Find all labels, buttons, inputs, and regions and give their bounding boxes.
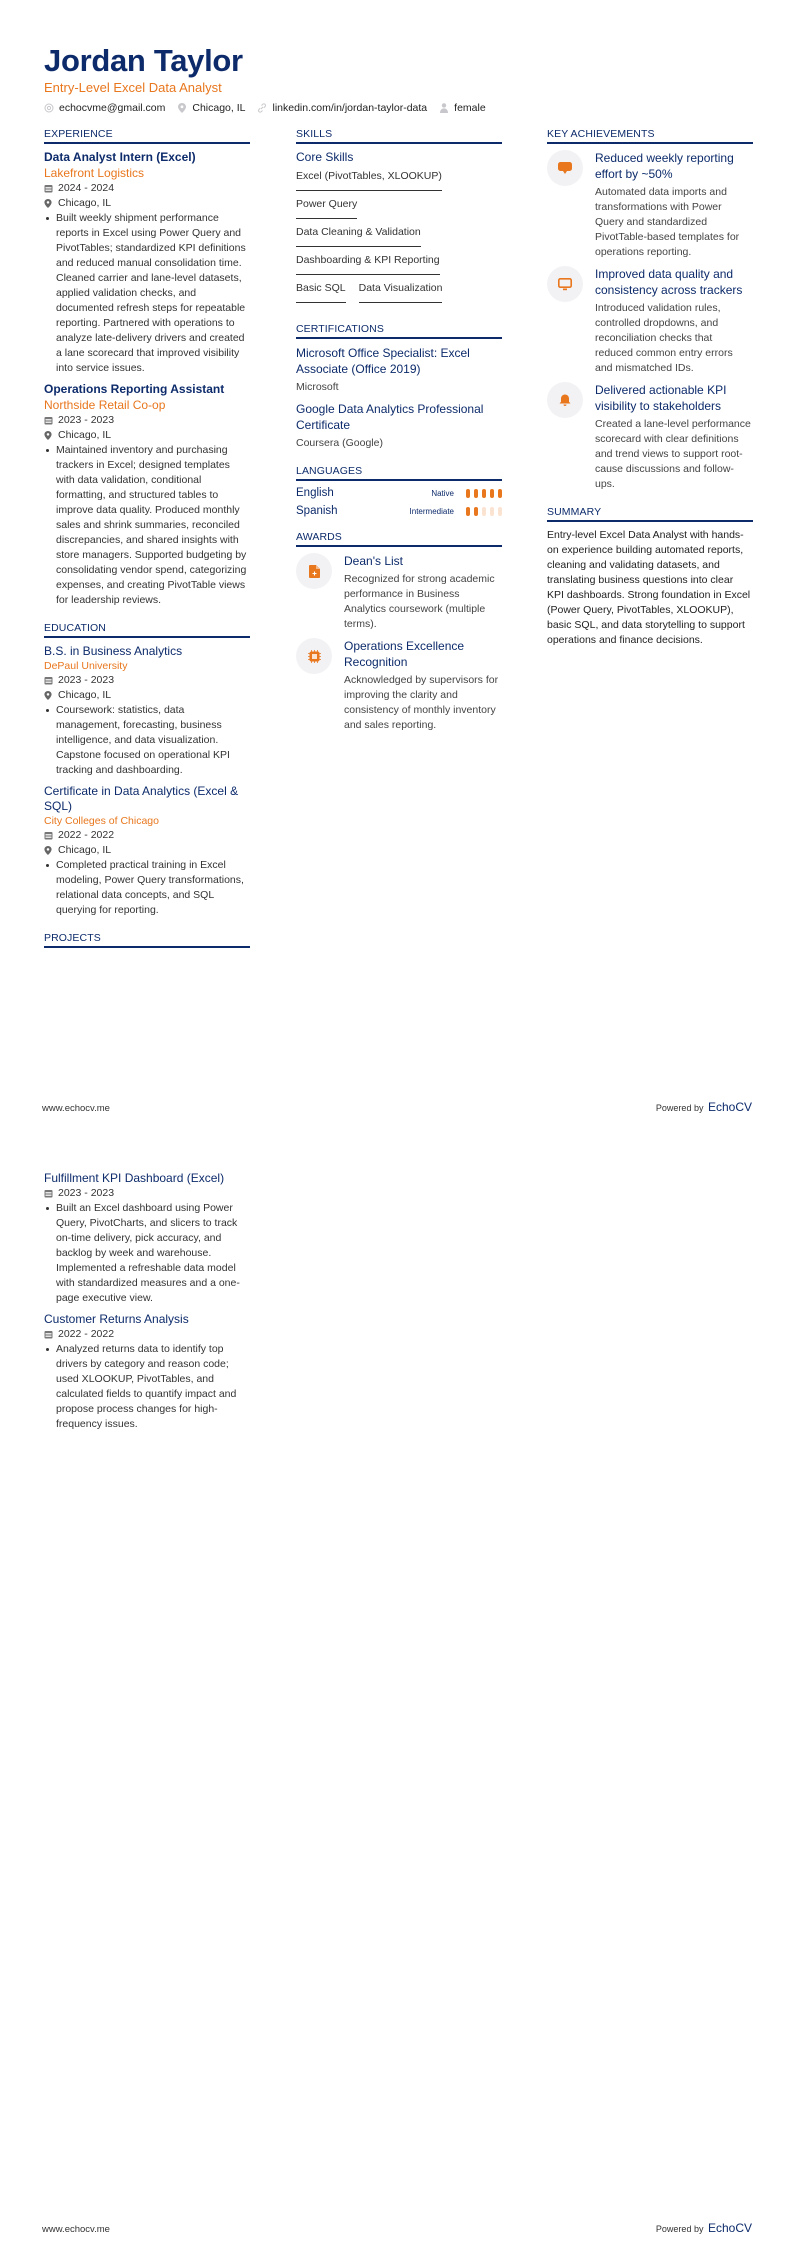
bullet-item: Built an Excel dashboard using Power Query, PivotCharts, and slicers to track on-time delivery, pick accuracy, and backlog by week and warehouse. Implemented a refreshable data model with standardized measures and a one-page executive view. <box>44 1201 250 1306</box>
proficiency-dots <box>462 507 502 516</box>
projects-section <box>44 932 250 948</box>
language-entry <box>296 487 502 499</box>
degree-title: B.S. in Business Analytics <box>44 644 183 658</box>
language-entry <box>296 505 502 517</box>
date-text: 2022 - 2022 <box>58 829 115 841</box>
awards-section <box>296 531 502 733</box>
date-text: 2023 - 2023 <box>58 1187 115 1199</box>
certifications-heading: CERTIFICATIONS <box>296 323 502 339</box>
date-range <box>44 413 250 428</box>
bullet-item: Maintained inventory and purchasing trackers in Excel; designed templates with data validation, conditional formatting, and structured tables to improve data quality. Produced monthly sales and shrink summaries, reconciled discrepancies, and shared insights with store managers. Supported budgeting by consolidating vendor spend, categorizing expenses, and creating PivotTable views for leadership reviews. <box>44 443 250 608</box>
certifications-section <box>296 323 502 451</box>
project-entry <box>44 1312 250 1432</box>
footer-website-link[interactable]: www.echocv.me <box>42 1103 110 1114</box>
experience-entry <box>44 150 250 376</box>
brand-link[interactable]: EchoCV <box>707 1100 752 1114</box>
key-achievements-section <box>547 128 753 492</box>
achievement-entry <box>547 150 753 260</box>
project-title: Fulfillment KPI Dashboard (Excel) <box>44 1171 225 1185</box>
contact-gender-text: female <box>454 102 486 114</box>
skill-tag: Data Visualization <box>359 281 443 303</box>
comment-icon <box>547 150 583 186</box>
resume-page-2 <box>0 1123 794 2246</box>
skill-tag: Data Cleaning & Validation <box>296 225 421 247</box>
page-footer <box>42 1100 752 1114</box>
language-name: English <box>296 487 334 499</box>
left-column <box>44 128 250 962</box>
user-icon <box>439 103 449 113</box>
proficiency-dots <box>462 489 502 498</box>
date-range <box>44 673 250 688</box>
bullet-list <box>44 443 250 608</box>
project-title: Customer Returns Analysis <box>44 1312 189 1326</box>
dot-filled <box>466 507 470 516</box>
contact-info <box>44 102 498 114</box>
calendar-icon <box>44 184 53 193</box>
company-name: Northside Retail Co-op <box>44 398 166 412</box>
bullet-list <box>44 703 250 778</box>
skill-list <box>296 169 502 309</box>
candidate-title: Entry-Level Excel Data Analyst <box>44 80 222 95</box>
powered-by-text: Powered by <box>655 2224 704 2234</box>
dot-filled <box>474 489 478 498</box>
achievement-description: Created a lane-level performance scorecard with clear definitions and trend views to support root-cause discussions and follow-ups. <box>595 418 751 490</box>
bullet-list <box>44 211 250 376</box>
achievement-title: Improved data quality and consistency across trackers <box>595 267 743 297</box>
left-column-continued <box>44 1171 250 1446</box>
dot-empty <box>498 507 502 516</box>
contact-linkedin-text: linkedin.com/in/jordan-taylor-data <box>272 102 428 114</box>
location <box>44 688 250 703</box>
award-description: Recognized for strong academic performance in Business Analytics coursework (multiple terms). <box>344 573 495 630</box>
footer-powered-by <box>656 1100 752 1114</box>
middle-column <box>296 128 502 747</box>
company-name: Lakefront Logistics <box>44 166 145 180</box>
bullet-list <box>44 1201 250 1306</box>
brand-link[interactable]: EchoCV <box>707 2221 752 2235</box>
skills-heading: SKILLS <box>296 128 502 144</box>
language-level: Native <box>431 488 454 498</box>
skill-group-title: Core Skills <box>296 150 354 164</box>
award-entry <box>296 638 502 733</box>
right-column <box>547 128 753 662</box>
certification-name: Google Data Analytics Professional Certificate <box>296 402 484 432</box>
education-heading: EDUCATION <box>44 622 250 638</box>
project-entry <box>44 1171 250 1306</box>
link-icon <box>257 103 267 113</box>
map-pin-icon <box>177 103 187 113</box>
location-text: Chicago, IL <box>58 197 112 209</box>
date-range <box>44 828 250 843</box>
bullet-list <box>44 858 250 918</box>
dot-filled <box>498 489 502 498</box>
skill-tag: Excel (PivotTables, XLOOKUP) <box>296 169 442 191</box>
key-achievements-heading: KEY ACHIEVEMENTS <box>547 128 753 144</box>
location-text: Chicago, IL <box>58 689 112 701</box>
powered-by-text: Powered by <box>655 1103 704 1113</box>
file-plus-icon <box>296 553 332 589</box>
bell-icon <box>547 382 583 418</box>
certification-issuer: Microsoft <box>296 381 339 393</box>
dot-filled <box>466 489 470 498</box>
map-pin-icon <box>44 846 53 855</box>
certification-entry <box>296 401 502 451</box>
achievement-description: Automated data imports and transformations with Power Query and standardized PivotTable-based templates for operations reporting. <box>595 186 740 258</box>
candidate-name: Jordan Taylor <box>44 43 243 78</box>
resume-header <box>44 44 498 114</box>
monitor-icon <box>547 266 583 302</box>
location <box>44 196 250 211</box>
experience-entry <box>44 382 250 608</box>
skill-tag: Dashboarding & KPI Reporting <box>296 253 440 275</box>
education-entry <box>44 644 250 778</box>
skill-tag: Power Query <box>296 197 357 219</box>
chip-icon <box>296 638 332 674</box>
date-text: 2023 - 2023 <box>58 674 115 686</box>
map-pin-icon <box>44 431 53 440</box>
bullet-item: Analyzed returns data to identify top drivers by category and reason code; used XLOOKUP, PivotTables, and calculated fields to quantify impact and propose process changes for high-frequency issues. <box>44 1342 250 1432</box>
institution-name: DePaul University <box>44 660 128 672</box>
calendar-icon <box>44 1189 53 1198</box>
awards-heading: AWARDS <box>296 531 502 547</box>
projects-section-continued <box>44 1171 250 1432</box>
calendar-icon <box>44 416 53 425</box>
date-text: 2022 - 2022 <box>58 1328 115 1340</box>
location <box>44 428 250 443</box>
map-pin-icon <box>44 691 53 700</box>
job-title: Operations Reporting Assistant <box>44 382 225 396</box>
degree-title: Certificate in Data Analytics (Excel & SQL) <box>44 784 239 813</box>
contact-location <box>177 102 245 114</box>
projects-heading: PROJECTS <box>44 932 250 948</box>
location-text: Chicago, IL <box>58 429 112 441</box>
dot-filled <box>474 507 478 516</box>
award-title: Operations Excellence Recognition <box>344 639 465 669</box>
map-pin-icon <box>44 199 53 208</box>
bullet-item: Built weekly shipment performance reports in Excel using Power Query and PivotTables; standardized KPI definitions and reduced manual consolidation time. Cleaned carrier and lane-level datasets, applied validation checks, and documented refresh steps for repeatable reporting. Partnered with operations to analyze late-delivery drivers and created a lane scorecard that improved visibility into service issues. <box>44 211 250 376</box>
calendar-icon <box>44 831 53 840</box>
dot-empty <box>490 507 494 516</box>
date-range <box>44 1327 250 1342</box>
languages-heading: LANGUAGES <box>296 465 502 481</box>
contact-linkedin[interactable] <box>257 102 427 114</box>
achievement-entry <box>547 382 753 492</box>
certification-issuer: Coursera (Google) <box>296 437 383 449</box>
calendar-icon <box>44 1330 53 1339</box>
summary-section <box>547 506 753 648</box>
footer-website-link[interactable]: www.echocv.me <box>42 2224 110 2235</box>
contact-email-text: echocvme@gmail.com <box>59 102 166 114</box>
achievement-title: Delivered actionable KPI visibility to stakeholders <box>595 383 727 413</box>
languages-section <box>296 465 502 517</box>
achievement-title: Reduced weekly reporting effort by ~50% <box>595 151 734 181</box>
date-text: 2024 - 2024 <box>58 182 115 194</box>
language-name: Spanish <box>296 505 338 517</box>
summary-text: Entry-level Excel Data Analyst with hands-on experience building automated reports, cleaning and validating datasets, and translating business questions into clear KPI dashboards. Strong foundation in Excel (Power Query, PivotTables, XLOOKUP), basic SQL, and data storytelling to support operations and finance decisions. <box>547 529 751 646</box>
date-range <box>44 181 250 196</box>
job-title: Data Analyst Intern (Excel) <box>44 150 196 164</box>
achievement-entry <box>547 266 753 376</box>
dot-empty <box>482 507 486 516</box>
at-icon <box>44 103 54 113</box>
location <box>44 843 250 858</box>
certification-entry <box>296 345 502 395</box>
experience-section <box>44 128 250 608</box>
experience-heading: EXPERIENCE <box>44 128 250 144</box>
achievement-description: Introduced validation rules, controlled dropdowns, and reconciliation checks that reduced common entry errors and mismatched IDs. <box>595 302 733 374</box>
certification-name: Microsoft Office Specialist: Excel Associate (Office 2019) <box>296 346 470 376</box>
education-entry <box>44 784 250 918</box>
award-title: Dean's List <box>344 554 403 568</box>
contact-gender <box>439 102 486 114</box>
award-entry <box>296 553 502 632</box>
institution-name: City Colleges of Chicago <box>44 815 159 827</box>
date-range <box>44 1186 250 1201</box>
bullet-list <box>44 1342 250 1432</box>
footer-powered-by <box>656 2221 752 2235</box>
skill-tag: Basic SQL <box>296 281 346 303</box>
language-level: Intermediate <box>409 506 454 516</box>
contact-location-text: Chicago, IL <box>192 102 246 114</box>
contact-email[interactable] <box>44 102 165 114</box>
page-footer <box>42 2221 752 2235</box>
location-text: Chicago, IL <box>58 844 112 856</box>
education-section <box>44 622 250 918</box>
date-text: 2023 - 2023 <box>58 414 115 426</box>
bullet-item: Coursework: statistics, data management, forecasting, business intelligence, and data visualization. Capstone focused on operational KPI tracking and dashboarding. <box>44 703 250 778</box>
bullet-item: Completed practical training in Excel modeling, Power Query transformations, relational data concepts, and SQL querying for reporting. <box>44 858 250 918</box>
summary-heading: SUMMARY <box>547 506 753 522</box>
calendar-icon <box>44 676 53 685</box>
award-description: Acknowledged by supervisors for improving the clarity and consistency of monthly inventory and sales reporting. <box>344 674 499 731</box>
dot-filled <box>490 489 494 498</box>
skills-section <box>296 128 502 309</box>
dot-filled <box>482 489 486 498</box>
